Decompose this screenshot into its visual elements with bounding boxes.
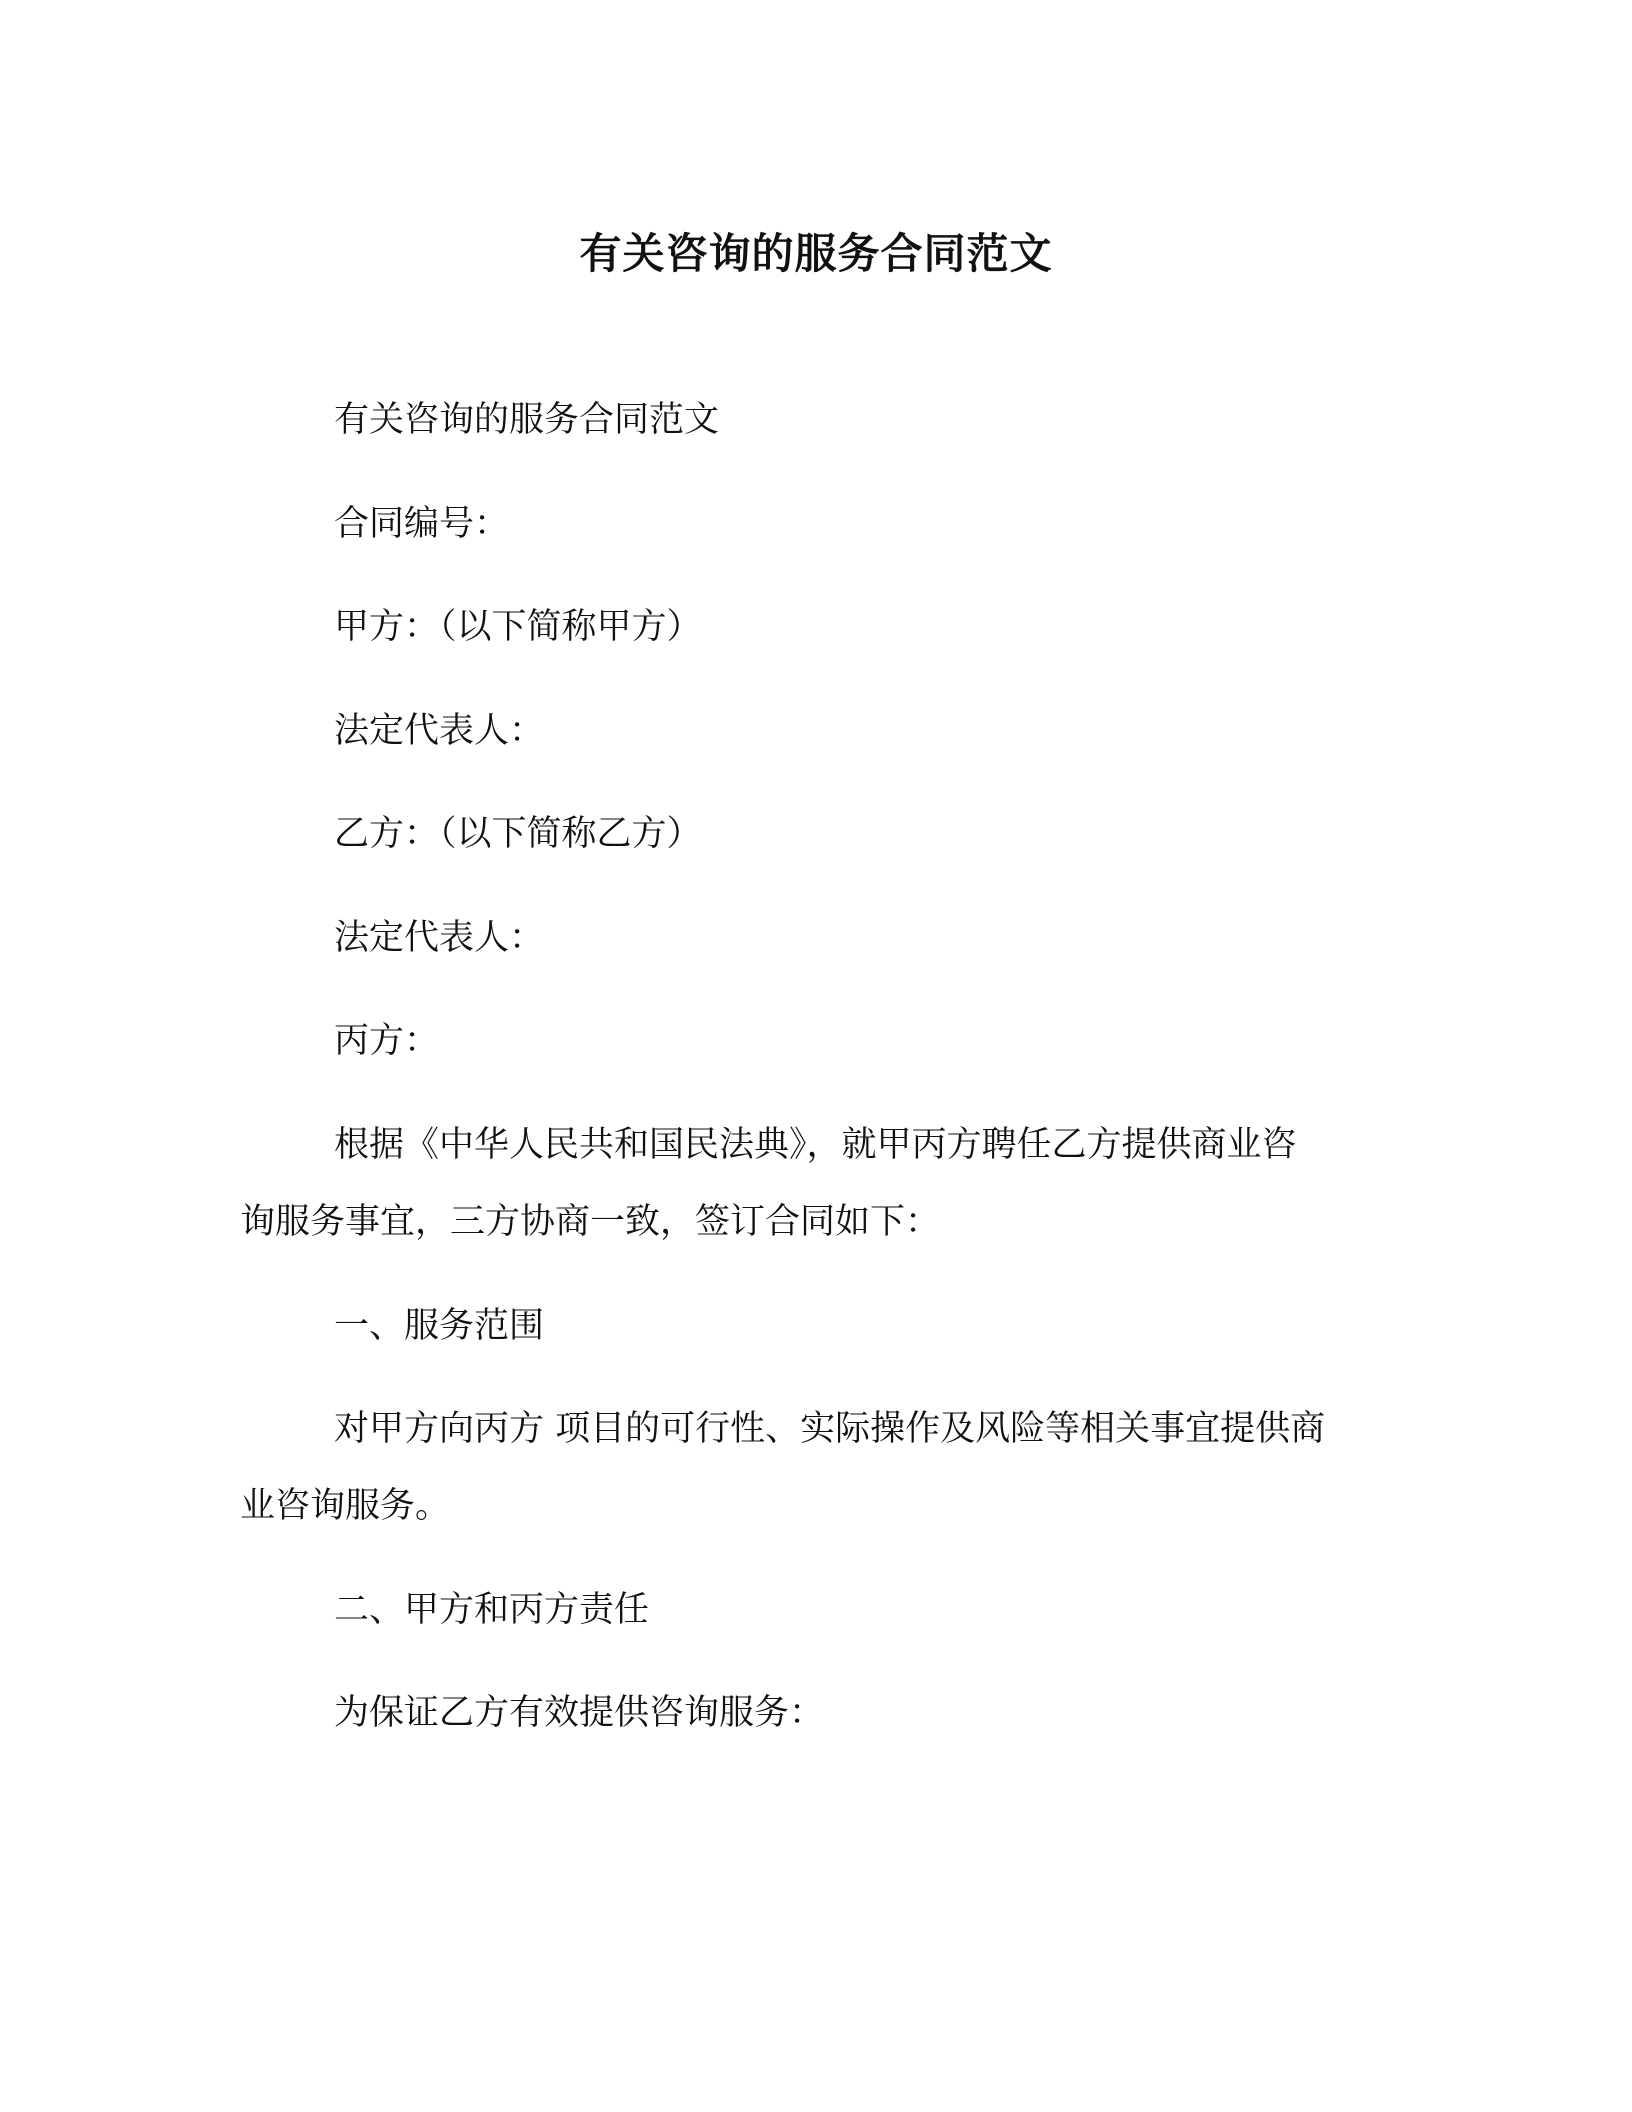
section-2-body: 为保证乙方有效提供咨询服务： bbox=[334, 1693, 825, 1733]
section-2-heading: 二、甲方和丙方责任 bbox=[334, 1590, 650, 1630]
party-b-representative-line: 法定代表人： bbox=[334, 918, 545, 958]
section-1-heading: 一、服务范围 bbox=[334, 1306, 545, 1346]
section-1-body-line-2: 业咨询服务。 bbox=[240, 1486, 451, 1526]
contract-number-line: 合同编号： bbox=[334, 504, 510, 544]
subtitle-line: 有关咨询的服务合同范文 bbox=[334, 400, 720, 440]
preamble-line-1: 根据《中华人民共和国民法典》，就甲丙方聘任乙方提供商业咨 bbox=[334, 1125, 1297, 1165]
preamble-line-2: 询服务事宜，三方协商一致，签订合同如下： bbox=[240, 1202, 941, 1242]
document-title: 有关咨询的服务合同范文 bbox=[579, 229, 1053, 278]
party-a-representative-line: 法定代表人： bbox=[334, 711, 545, 751]
party-b-line: 乙方：（以下简称乙方） bbox=[334, 814, 702, 854]
section-1-body-line-1: 对甲方向丙方 项目的可行性、实际操作及风险等相关事宜提供商 bbox=[334, 1409, 1326, 1449]
party-c-line: 丙方： bbox=[334, 1021, 440, 1061]
party-a-line: 甲方：（以下简称甲方） bbox=[334, 607, 702, 647]
